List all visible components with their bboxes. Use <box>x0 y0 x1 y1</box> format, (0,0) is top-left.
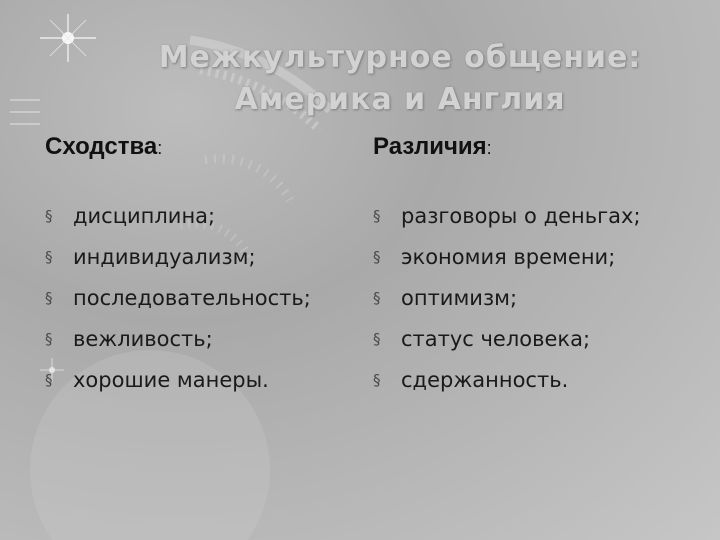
differences-heading <box>373 133 492 161</box>
similarities-heading <box>45 133 162 161</box>
list-item <box>45 278 365 319</box>
list-item <box>373 237 713 278</box>
bullet-icon: § <box>45 248 53 266</box>
list-item <box>45 196 365 237</box>
list-item <box>373 196 713 237</box>
list-item <box>373 278 713 319</box>
list-item-text: сдержанность. <box>401 368 569 392</box>
similarities-heading-text: Сходства <box>45 133 158 160</box>
list-item <box>45 237 365 278</box>
differences-heading-text: Различия <box>373 133 487 160</box>
list-item-text: дисциплина; <box>73 204 216 228</box>
similarities-heading-colon: : <box>157 138 163 158</box>
list-item-text: хорошие манеры. <box>73 368 269 392</box>
differences-list <box>373 196 713 401</box>
list-item-text: последовательность; <box>73 286 311 310</box>
list-item-text: экономия времени; <box>401 245 616 269</box>
side-bars-decoration <box>10 100 40 124</box>
list-item <box>45 360 365 401</box>
differences-heading-colon: : <box>486 138 492 158</box>
bullet-icon: § <box>45 289 53 307</box>
bullet-icon: § <box>373 371 381 389</box>
bullet-icon: § <box>45 207 53 225</box>
bullet-icon: § <box>373 248 381 266</box>
list-item-text: вежливость; <box>73 327 213 351</box>
bullet-icon: § <box>373 207 381 225</box>
list-item <box>373 360 713 401</box>
list-item-text: разговоры о деньгах; <box>401 204 641 228</box>
slide-title-line-2: Америка и Англия <box>234 82 566 117</box>
bullet-icon: § <box>45 371 53 389</box>
list-item-text: индивидуализм; <box>73 245 256 269</box>
bullet-icon: § <box>373 330 381 348</box>
list-item <box>45 319 365 360</box>
bullet-icon: § <box>45 330 53 348</box>
bullet-icon: § <box>373 289 381 307</box>
list-item-text: оптимизм; <box>401 286 518 310</box>
slide-title-line-1: Межкультурное общение: <box>158 40 642 75</box>
similarities-list <box>45 196 365 401</box>
list-item-text: статус человека; <box>401 327 591 351</box>
list-item <box>373 319 713 360</box>
